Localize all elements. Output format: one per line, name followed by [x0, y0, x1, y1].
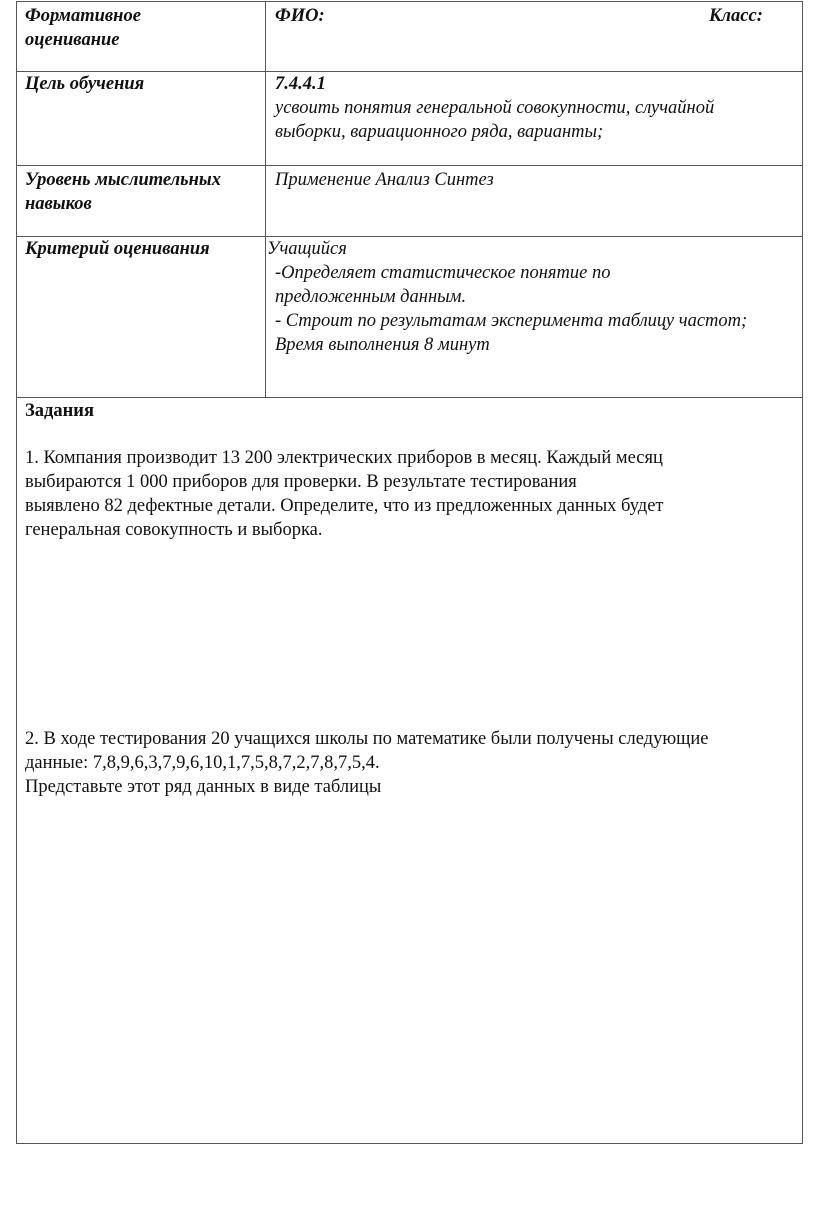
criteria-line: - Строит по результатам эксперимента таблицу частот; [275, 311, 748, 331]
criteria-line: Время выполнения 8 минут [275, 335, 490, 355]
tasks-title: Задания [25, 401, 94, 421]
task-line: выбираются 1 000 приборов для проверки. В результате тестирования [25, 472, 577, 492]
skills-value: Применение Анализ Синтез [275, 170, 494, 190]
label-line: навыков [25, 194, 92, 214]
task-line: выявлено 82 дефектные детали. Определите, что из предложенных данных будет [25, 496, 664, 516]
task-line: 1. Компания производит 13 200 электрических приборов в месяц. Каждый месяц [25, 448, 663, 468]
criteria-student: Учащийся [267, 239, 347, 259]
task-line: генеральная совокупность и выборка. [25, 520, 323, 540]
criteria-label: Критерий оценивания [25, 239, 210, 259]
table-border-bottom [16, 1143, 803, 1144]
table-border-top [16, 1, 803, 2]
criteria-line: -Определяет статистическое понятие по [275, 263, 611, 283]
assessment-label [25, 4, 141, 52]
label-line: оценивание [25, 30, 120, 50]
label-line: Уровень мыслительных [25, 170, 221, 190]
label-line: Формативное [25, 6, 141, 26]
criteria-line: предложенным данным. [275, 287, 467, 307]
row-divider [16, 165, 803, 166]
task-line: данные: 7,8,9,6,3,7,9,6,10,1,7,5,8,7,2,7,8,7,5,4. [25, 753, 380, 773]
class-label: Класс: [709, 6, 763, 26]
row-divider [16, 397, 803, 398]
criteria-lines [275, 261, 747, 357]
objective-text: усвоить понятия генеральной совокупности, случайной [275, 98, 715, 118]
table-border-right [802, 1, 803, 1144]
objective-text: выборки, вариационного ряда, варианты; [275, 122, 604, 142]
task-1 [25, 446, 664, 542]
column-divider [265, 1, 266, 398]
skills-label [25, 168, 221, 216]
task-line: 2. В ходе тестирования 20 учащихся школы по математике были получены следующие [25, 729, 709, 749]
objective-code: 7.4.4.1 [275, 74, 326, 94]
task-2 [25, 727, 709, 799]
objective-content [275, 72, 714, 144]
task-line: Представьте этот ряд данных в виде таблицы [25, 777, 382, 797]
fio-label: ФИО: [275, 6, 325, 26]
table-border-left [16, 1, 17, 1144]
objective-label: Цель обучения [25, 74, 145, 94]
